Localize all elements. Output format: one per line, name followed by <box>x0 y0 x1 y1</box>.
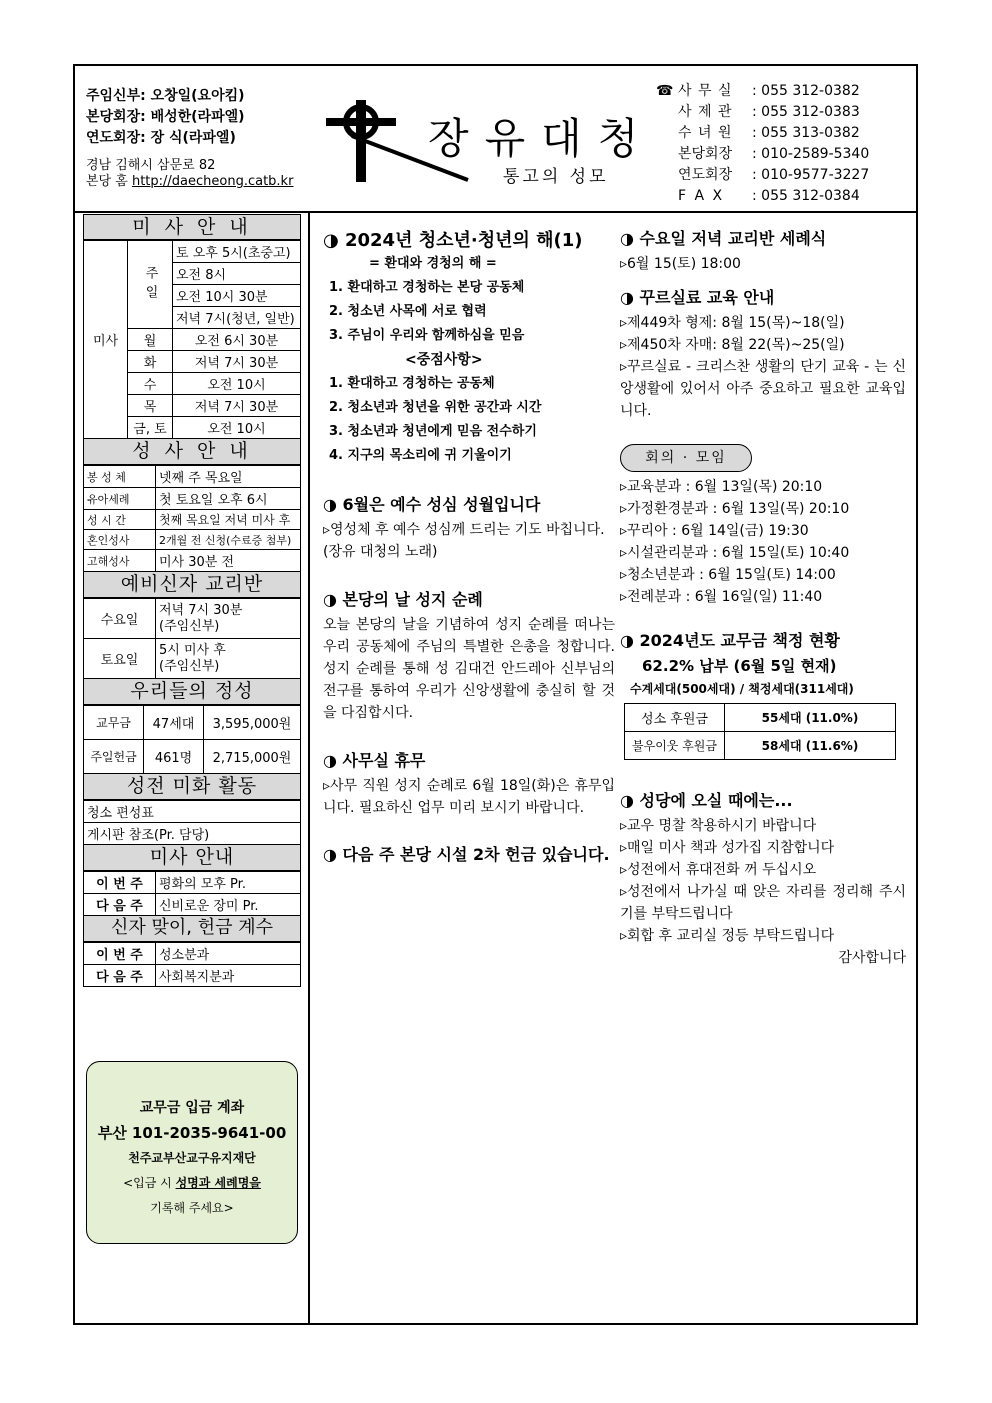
parish-title: 장유대청 <box>428 114 655 163</box>
parish-chair: 본당회장: 배성한(라파엘) <box>86 109 245 125</box>
sacrament-table: 봉 성 체 넷째 주 목요일 유아세례 첫 토요일 오후 6시 성 시 간 첫째 목요일 저녁 미사 후 혼인성사 2개월 전 신청(수료증 첨부) 고해성사 미사 30분 전 <box>83 465 301 572</box>
address: 경남 김해시 삼문로 82 <box>86 158 216 173</box>
office-title: ◑ 사무실 휴무 <box>323 751 426 770</box>
mass-title: 미 사 안 내 <box>83 214 301 240</box>
cleaning-table: 청소 편성표 게시판 참조(Pr. 담당) <box>83 800 301 845</box>
column-divider <box>308 211 310 1325</box>
phone-icon: ☎ <box>656 83 674 99</box>
header-divider <box>73 211 918 213</box>
homepage-link[interactable]: http://daecheong.catb.kr <box>131 174 294 189</box>
homepage-label: 본당 홈 <box>86 174 128 189</box>
offering-table: 교무금 47세대 3,595,000원 주일헌금 461명 2,715,000원 <box>83 705 301 774</box>
linked-chair: 연도회장: 장 식(라파엘) <box>86 130 236 146</box>
half-circle-icon: ◑ <box>620 288 640 307</box>
half-circle-icon: ◑ <box>323 845 343 864</box>
visit-title: ◑ 성당에 오실 때에는... <box>620 791 793 810</box>
welcome-table: 이 번 주 성소분과 다 음 주 사회복지분과 <box>83 942 301 987</box>
tithe-title: ◑ 2024년도 교무금 책정 현황 <box>620 631 840 650</box>
parish-subtitle: 통고의 성모 <box>503 167 609 187</box>
header-officers <box>86 86 245 149</box>
middle-column: ◑ 2024년 청소년·청년의 해(1) = 환대와 경청의 해 = 1. 환대하고 경청하는 본당 공동체 2. 청소년 사목에 서로 협력 3. 주님이 우리와 함께하심을 믿음 <중점사항> 1. 환대하고 경청하는 공동체 2. 청소년과 청년을 위한 공간과 시간 3. 청소년과 청년에게 믿음 전수하기 4. 지구의 목소리에 귀 기울이기 ◑ 6월은 예수 성심 성월입니다 ▹영성체 후 예수 성심께 드리는 기도 바칩니다.(장유 대청의 노래) ◑ 본당의 날 성지 순례 오늘 본당의 날을 기념하여 성지 순례를 떠나는 우리 공동체에 주님의 특별한 은총을 청합니다. 성지 순례를 통해 성 김대건 안드레아 신부님의 전구를 통하여 우리가 신앙생활에 충실히 할 것을 다짐합시다. ◑ 사무실 휴무 ▹사무 직원 성지 순례로 6월 18일(화)은 휴무입니다. 필요하신 업무 미리 보시기 바랍니다. ◑ 다음 주 본당 시설 2차 헌금 있습니다. <box>323 226 615 871</box>
mass-table: 미사 주일 토 오후 5시(초중고) 오전 8시 오전 10시 30분 저녁 7시(청년, 일반) 월 오전 6시 30분 화 저녁 7시 30분 수 오전 10시 목 저녁 7시 30분 금, 토 오전 10시 <box>83 240 301 439</box>
priest-name: 주임신부: 오창일(요아킴) <box>86 88 245 104</box>
june-title: ◑ 6월은 예수 성심 성월입니다 <box>323 495 541 514</box>
half-circle-icon: ◑ <box>323 590 343 609</box>
collection-title: ◑ 다음 주 본당 시설 2차 헌금 있습니다. <box>323 845 610 864</box>
pilgrim-title: ◑ 본당의 날 성지 순례 <box>323 590 483 609</box>
half-circle-icon: ◑ <box>620 229 640 248</box>
offering-title: 우리들의 정성 <box>83 679 301 705</box>
cursillo-title: ◑ 꾸르실료 교육 안내 <box>620 288 775 307</box>
catechumen-title: 예비신자 교리반 <box>83 572 301 598</box>
left-column <box>83 214 301 987</box>
half-circle-icon: ◑ <box>323 495 343 514</box>
baptism-title: ◑ 수요일 저녁 교리반 세례식 <box>620 229 827 248</box>
account-box: 교무금 입금 계좌 부산 101-2035-9641-00 천주교부산교구유지재단 <입금 시 성명과 세례명을 기록해 주세요> <box>86 1061 298 1244</box>
right-column: ◑ 수요일 저녁 교리반 세례식 ▹6월 15(토) 18:00 ◑ 꾸르실료 교육 안내 ▹제449차 형제: 8월 15(목)~18(일) ▹제450차 자매: 8월 22(목)~25(일) ▹꾸르실료 - 크리스찬 생활의 단기 교육 - 는 신앙생활에 있어서 아주 중요하고 필요한 교육입니다. 회의 · 모임 ▹교육분과 : 6월 13일(목) 20:10 ▹가정환경분과 : 6월 13일(목) 20:10 ▹꾸리아 : 6월 14일(금) 19:30 ▹시설관리분과 : 6월 15일(토) 10:40 ▹청소년분과 : 6월 15일(토) 14:00 ▹전례분과 : 6월 16일(일) 11:40 ◑ 2024년도 교무금 책정 현황 62.2% 납부 (6월 5일 현재) 수계세대(500세대) / 책정세대(311세대) 성소 후원금 55세대 (11.0%) 불우이웃 후원금 58세대 (11.6%) ◑ 성당에 오실 때에는... ▹교우 명찰 착용하시기 바랍니다 ▹매일 미사 책과 성가집 지참합니다 ▹성전에서 휴대전화 꺼 두십시오 ▹성전에서 나가실 때 앉은 자리를 정리해 주시기를 부탁드립니다 ▹회합 후 교리실 정등 부탁드립니다 감사합니다 <box>620 226 906 969</box>
half-circle-icon: ◑ <box>620 631 640 650</box>
youth-title: ◑ 2024년 청소년·청년의 해(1) <box>323 230 583 251</box>
mass-label: 미사 <box>84 241 128 439</box>
sunday-label: 주일 <box>128 241 173 329</box>
cleaning-title: 성전 미화 활동 <box>83 774 301 800</box>
youth-goals: 1. 환대하고 경청하는 본당 공동체 2. 청소년 사목에 서로 협력 3. 주님이 우리와 함께하심을 믿음 <중점사항> 1. 환대하고 경청하는 공동체 2. 청소년과 청년을 위한 공간과 시간 3. 청소년과 청년에게 믿음 전수하기 4. 지구의 목소리에 귀 기울이기 <box>329 280 542 463</box>
half-circle-icon: ◑ <box>323 751 343 770</box>
catechumen-table: 수요일 저녁 7시 30분 (주임신부) 토요일 5시 미사 후 (주임신부) <box>83 598 301 679</box>
sacrament-title: 성 사 안 내 <box>83 439 301 465</box>
guide-table: 이 번 주 평화의 모후 Pr. 다 음 주 신비로운 장미 Pr. <box>83 871 301 916</box>
welcome-title: 신자 맞이, 헌금 계수 <box>83 916 301 942</box>
half-circle-icon: ◑ <box>620 791 640 810</box>
half-circle-icon: ◑ <box>323 230 345 251</box>
tithe-table: 성소 후원금 55세대 (11.0%) 불우이웃 후원금 58세대 (11.6%) <box>624 703 896 760</box>
meeting-badge: 회의 · 모임 <box>620 444 752 472</box>
contact-list: ☎ 사 무 실 : 055 312-0382 사 제 관 : 055 312-0383 수 녀 원 : 055 313-0382 본당회장 : 010-2589-5340 연도회장 : 010-9577-3227 F A X : 055 312-0384 <box>656 83 870 204</box>
header-address <box>86 158 293 190</box>
guide-title: 미사 안내 <box>83 845 301 871</box>
